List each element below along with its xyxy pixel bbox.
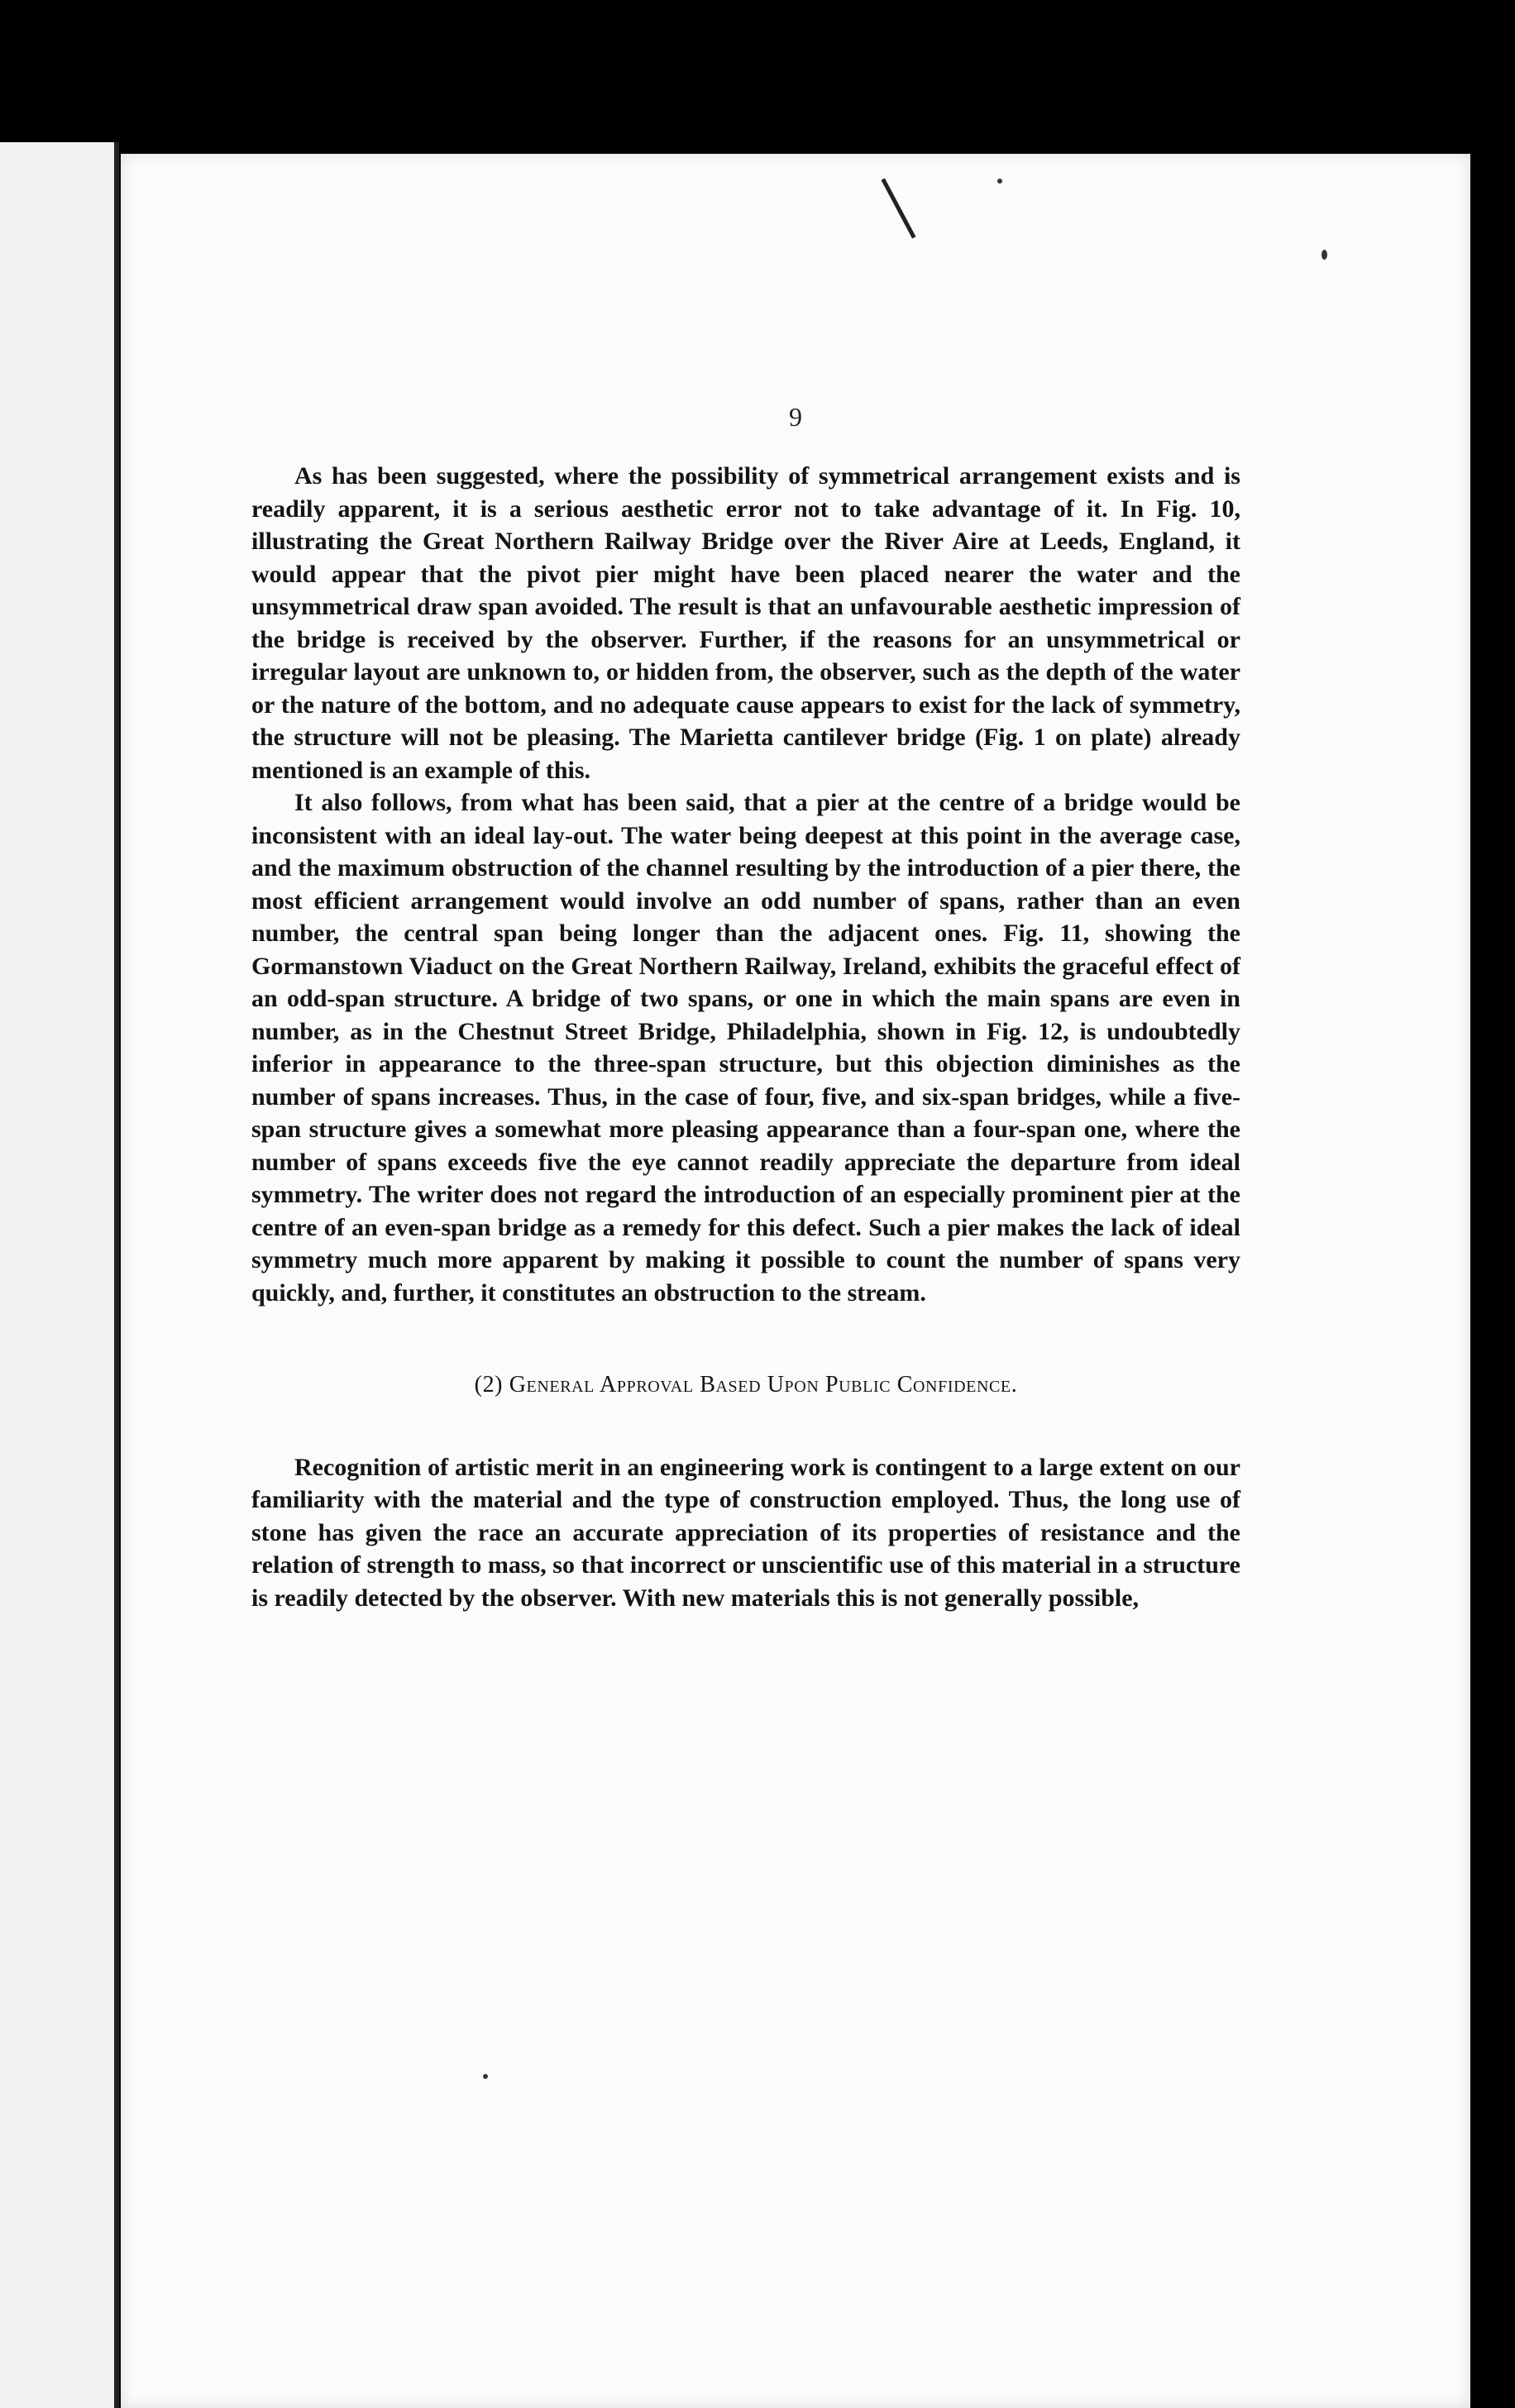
paragraph-centre-pier: It also follows, from what has been said, that a pier at the centre of a bridge would be inconsistent with an ideal lay-out. The water being deepest at this point in the average case, and the maximum obstruction of the channel resulting by the introduction of a pier there, the most efficient arrangement would involve an odd number of spans, rather than an even number, the central span being longer than the adjacent ones. Fig. 11, showing the Gormanstown Viaduct on the Great Northern Railway, Ireland, exhibits the graceful effect of an odd-span structure. A bridge of two spans, or one in which the main spans are even in number, as in the Chestnut Street Bridge, Philadelphia, shown in Fig. 12, is undoubtedly inferior in appearance to the three-span structure, but this objection diminishes as the number of spans increases. Thus, in the case of four, five, and six-span bridges, while a five-span structure gives a somewhat more pleasing appearance than a four-span one, where the number of spans exceeds five the eye cannot readily appreciate the departure from ideal symmetry. The writer does not regard the introduction of an especially prominent pier at the centre of an even-span bridge as a remedy for this defect. Such a pier makes the lack of ideal symmetry much more apparent by making it possible to count the number of spans very quickly, and, further, it constitutes an obstruction to the stream. [251,789,1240,1307]
section-heading: (2) General Approval Based Upon Public Confidence. [474,1372,1018,1398]
dust-speck [997,179,1002,184]
margin-pencil-mark [882,179,916,239]
paragraph-symmetry: As has been suggested, where the possibility of symmetrical arrangement exists and is readily apparent, it is a serious aesthetic error not to take advantage of it. In Fig. 10, illustrating the Great Northern Railway Bridge over the River Aire at Leeds, England, it would appear that the pivot pier might have been placed nearer the water and the unsymmetrical draw span avoided. The result is that an unfavourable aesthetic impression of the bridge is received by the observer. Further, if the reasons for an unsymmetrical or irregular layout are unknown to, or hidden from, the observer, such as the depth of the water or the nature of the bottom, and no adequate cause appears to exist for the lack of symmetry, the structure will not be pleasing. The Marietta cantilever bridge (Fig. 1 on plate) already mentioned is an example of this. [251,462,1240,784]
paragraph-recognition: Recognition of artistic merit in an engineering work is contingent to a large extent on our familiarity with the material and the type of construction employed. Thus, the long use of stone has given the race an accurate appreciation of its properties of resistance and the relation of strength to mass, so that incorrect or unscientific use of this material in a structure is readily detected by the observer. With new materials this is not generally possible, [251,1453,1240,1612]
adjacent-page-edge [0,142,119,2408]
page-number: 9 [789,402,802,432]
body-text [251,460,1240,1614]
book-page [121,154,1470,2408]
dust-speck [483,2074,488,2079]
dust-speck [1321,250,1327,260]
